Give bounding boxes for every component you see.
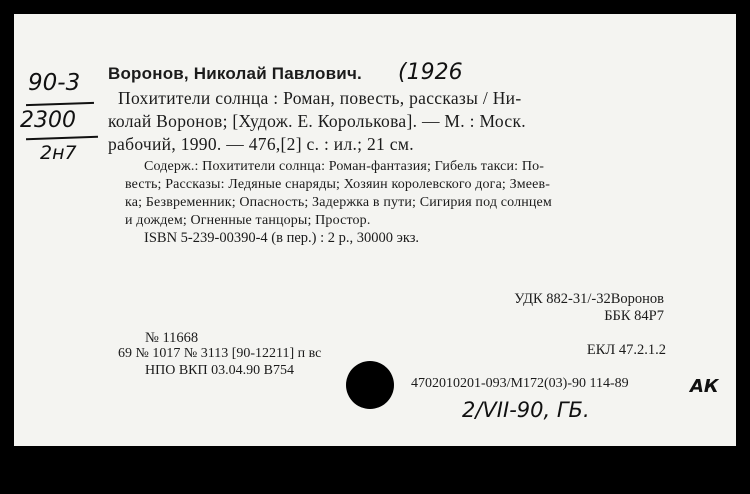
handwritten-date-note: 2/VII-90, ГБ.: [462, 398, 590, 422]
contents-line-2: весть; Рассказы: Ледяные снаряды; Хозяин королевского дога; Змеев-: [125, 177, 551, 192]
npo-line: НПО ВКП 03.04.90 В754: [145, 363, 294, 378]
handwritten-initials: АК: [690, 376, 719, 397]
udc-code: УДК 882-31/-32Воронов: [514, 291, 664, 307]
author-heading: Воронов, Николай Павлович.: [108, 64, 362, 83]
contents-line-4: и дождем; Огненные танцоры; Простор.: [125, 213, 371, 228]
bibliographic-line-2: колай Воронов; [Худож. Е. Королькова]. — М. : Моск.: [108, 111, 526, 131]
handwritten-birth-year: (1926: [398, 60, 463, 85]
record-number: № 11668: [145, 330, 199, 346]
contents-line-1: Содерж.: Похитители солнца: Роман-фантазия; Гибель такси: По-: [144, 159, 545, 174]
handwritten-underline: [26, 136, 98, 141]
isbn-line: ISBN 5-239-00390-4 (в пер.) : 2 р., 30000 экз.: [144, 230, 420, 246]
bibliographic-line-1: Похитители солнца : Роман, повесть, рассказы / Ни-: [118, 88, 522, 108]
handwritten-call-number-bottom: 2300: [20, 108, 76, 133]
handwritten-mark: 2н7: [40, 142, 77, 164]
handwritten-underline: [26, 102, 94, 106]
catalog-card: [14, 14, 736, 446]
catalog-code-line: 4702010201-093/М172(03)-90 114-89: [411, 376, 629, 391]
bbk-code: ББК 84Р7: [604, 308, 664, 324]
ekl-code: ЕКЛ 47.2.1.2: [586, 342, 666, 358]
handwritten-call-number-top: 90-3: [28, 70, 81, 96]
punch-hole: [346, 361, 394, 409]
order-line: 69 № 1017 № 3113 [90-12211] п вс: [118, 346, 322, 361]
bibliographic-line-3: рабочий, 1990. — 476,[2] с. : ил.; 21 см.: [108, 134, 414, 154]
contents-line-3: ка; Безвременник; Опасность; Задержка в пути; Сигирия под солнцем: [125, 195, 552, 210]
